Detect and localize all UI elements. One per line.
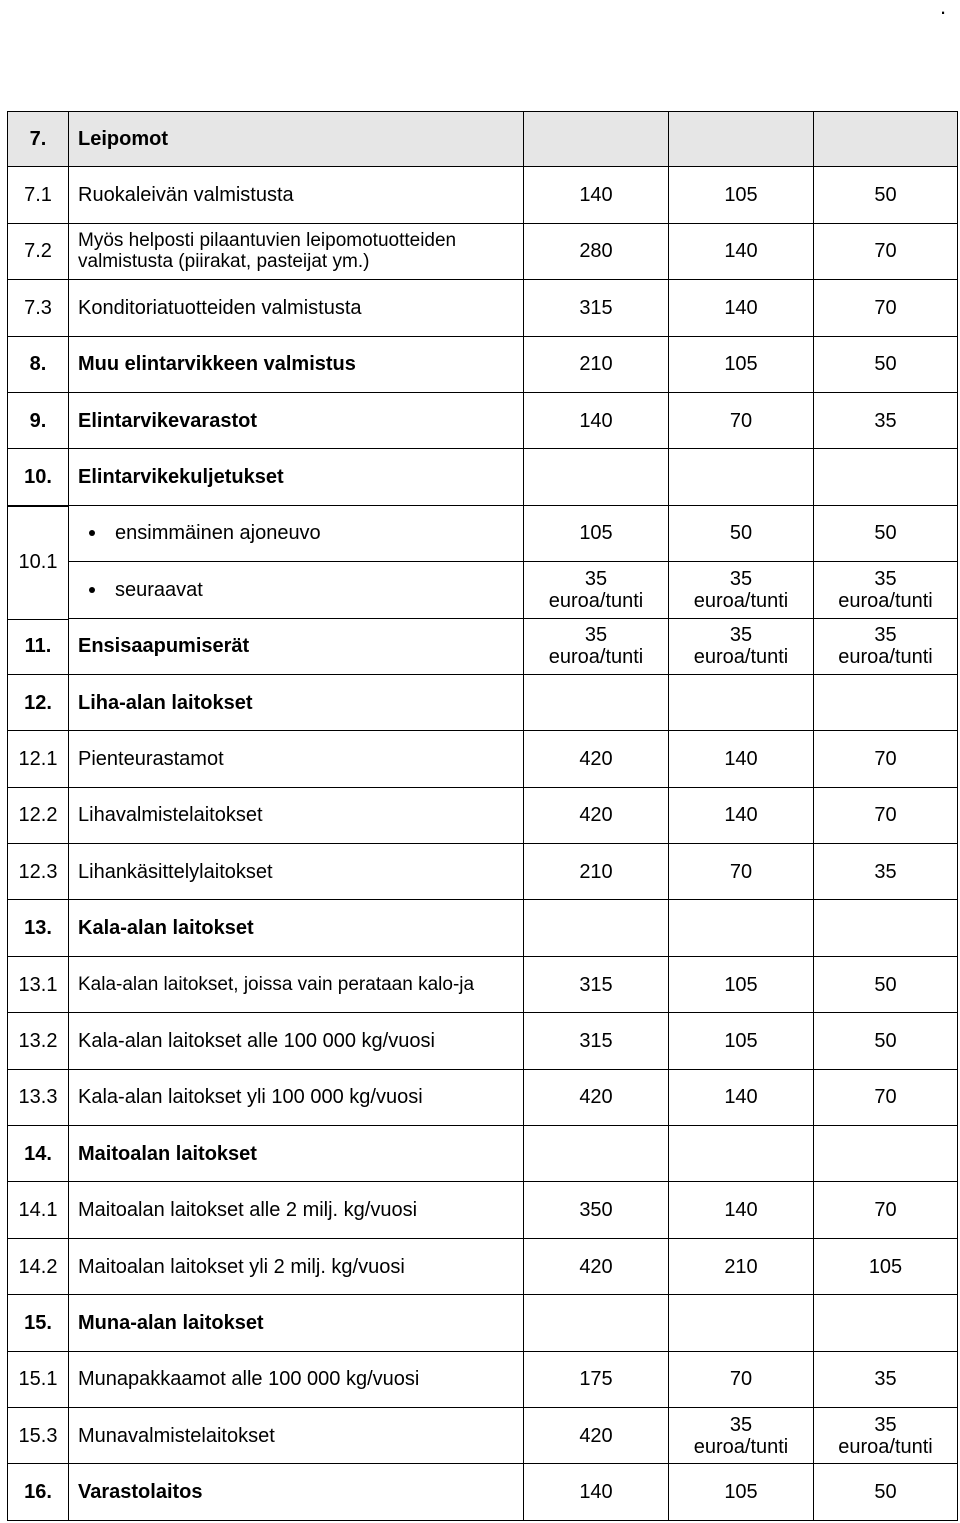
fee-cell: 35: [813, 393, 958, 448]
fee-cell: 140: [523, 167, 668, 222]
fee-cell: 140: [668, 280, 813, 335]
row-description: Varastolaitos: [68, 1464, 523, 1519]
fee-cell: 105: [523, 506, 668, 561]
row-description: seuraavat: [68, 562, 523, 617]
fee-cell: 315: [523, 280, 668, 335]
row-description: Muu elintarvikkeen valmistus: [68, 337, 523, 392]
row-description: Munavalmistelaitokset: [68, 1408, 523, 1463]
fee-cell: [523, 449, 668, 504]
fee-cell: 50: [813, 957, 958, 1012]
fee-cell: 420: [523, 1070, 668, 1125]
fee-cell: 210: [523, 337, 668, 392]
fee-cell: 70: [668, 393, 813, 448]
fee-cell: 105: [668, 1464, 813, 1519]
fee-cell: 70: [813, 1182, 958, 1237]
bullet-icon: [89, 587, 95, 593]
fee-cell: 105: [813, 1239, 958, 1294]
row-description: Ruokaleivän valmistusta: [68, 167, 523, 222]
table-row: [7, 337, 958, 393]
fee-cell: 35 euroa/tunti: [668, 619, 813, 674]
row-number: 10.: [7, 449, 68, 504]
row-number: 12.3: [7, 844, 68, 899]
row-number: 12.1: [7, 731, 68, 786]
table-row: [7, 1464, 958, 1520]
row-description: Myös helposti pilaantuvien leipomotuotteiden valmistusta (piirakat, pasteijat ym.): [68, 224, 523, 279]
table-row: [7, 1070, 958, 1126]
table-row: [7, 788, 958, 844]
fee-cell: [813, 675, 958, 730]
row-number: 12.2: [7, 788, 68, 843]
fee-cell: [668, 900, 813, 955]
fee-cell: 140: [668, 788, 813, 843]
fee-cell: [668, 1126, 813, 1181]
fee-cell: 70: [668, 844, 813, 899]
row-number: 13.: [7, 900, 68, 955]
fee-cell: [523, 900, 668, 955]
fee-cell: 70: [813, 1070, 958, 1125]
fee-cell: 50: [813, 167, 958, 222]
table-row: [7, 506, 958, 562]
row-description: Elintarvikekuljetukset: [68, 449, 523, 504]
table-row: [7, 1408, 958, 1464]
row-description: Maitoalan laitokset: [68, 1126, 523, 1181]
fee-cell: 140: [523, 1464, 668, 1519]
row-description: Kala-alan laitokset: [68, 900, 523, 955]
fee-cell: 140: [523, 393, 668, 448]
row-description: Lihavalmistelaitokset: [68, 788, 523, 843]
row-number: 12.: [7, 675, 68, 730]
fee-cell: 35 euroa/tunti: [813, 1408, 958, 1463]
bullet-icon: [89, 530, 95, 536]
fee-cell: [813, 112, 958, 166]
fee-cell: 50: [813, 1464, 958, 1519]
table-row: [7, 393, 958, 449]
fee-cell: [813, 449, 958, 504]
fee-cell: 140: [668, 1182, 813, 1237]
fee-cell: 420: [523, 731, 668, 786]
table-row: [7, 1352, 958, 1408]
fee-cell: 70: [813, 731, 958, 786]
row-description: Konditoriatuotteiden valmistusta: [68, 280, 523, 335]
table-row: [7, 449, 958, 505]
row-description: Muna-alan laitokset: [68, 1295, 523, 1350]
row-number: 13.3: [7, 1070, 68, 1125]
fee-cell: 35 euroa/tunti: [523, 562, 668, 617]
fee-cell: 70: [813, 788, 958, 843]
table-row: [7, 1013, 958, 1069]
fee-cell: [523, 675, 668, 730]
row-number: 7.2: [7, 224, 68, 279]
fee-cell: 105: [668, 337, 813, 392]
fee-cell: 35 euroa/tunti: [668, 562, 813, 617]
fee-cell: 50: [813, 337, 958, 392]
fee-cell: 105: [668, 957, 813, 1012]
table-row: [7, 280, 958, 336]
fee-cell: [523, 1126, 668, 1181]
table-row: [7, 900, 958, 956]
fee-table: [7, 111, 958, 1521]
fee-cell: 35 euroa/tunti: [813, 562, 958, 617]
fee-cell: 105: [668, 1013, 813, 1068]
fee-cell: 35 euroa/tunti: [523, 619, 668, 674]
fee-cell: 140: [668, 731, 813, 786]
row-number: 8.: [7, 337, 68, 392]
table-row: [7, 1295, 958, 1351]
row-description: Kala-alan laitokset alle 100 000 kg/vuosi: [68, 1013, 523, 1068]
fee-cell: 210: [668, 1239, 813, 1294]
fee-cell: 315: [523, 957, 668, 1012]
fee-cell: [668, 675, 813, 730]
fee-cell: 70: [813, 280, 958, 335]
row-number: 14.1: [7, 1182, 68, 1237]
fee-cell: 420: [523, 1408, 668, 1463]
row-number-merged: 10.1: [7, 506, 69, 620]
table-row: [7, 844, 958, 900]
fee-cell: 210: [523, 844, 668, 899]
row-number: 15.: [7, 1295, 68, 1350]
fee-cell: [668, 449, 813, 504]
fee-cell: 140: [668, 224, 813, 279]
row-description: Kala-alan laitokset yli 100 000 kg/vuosi: [68, 1070, 523, 1125]
row-description: Elintarvikevarastot: [68, 393, 523, 448]
fee-cell: 315: [523, 1013, 668, 1068]
row-number: 15.1: [7, 1352, 68, 1407]
row-number: 7.: [7, 112, 68, 166]
row-description: ensimmäinen ajoneuvo: [68, 506, 523, 561]
table-row: [7, 562, 958, 618]
row-description: Kala-alan laitokset, joissa vain perataan kalo-ja: [68, 957, 523, 1012]
row-number: 14.2: [7, 1239, 68, 1294]
fee-cell: 50: [813, 1013, 958, 1068]
row-description: Ensisaapumiserät: [68, 619, 523, 674]
table-row: [7, 111, 958, 167]
row-number: 9.: [7, 393, 68, 448]
table-row: [7, 1126, 958, 1182]
row-description: Pienteurastamot: [68, 731, 523, 786]
fee-cell: [668, 1295, 813, 1350]
row-description: Lihankäsittelylaitokset: [68, 844, 523, 899]
table-row: [7, 1182, 958, 1238]
fee-cell: 50: [668, 506, 813, 561]
row-description: Munapakkaamot alle 100 000 kg/vuosi: [68, 1352, 523, 1407]
fee-cell: 175: [523, 1352, 668, 1407]
row-number: 16.: [7, 1464, 68, 1519]
table-row: [7, 167, 958, 223]
fee-cell: 35 euroa/tunti: [668, 1408, 813, 1463]
fee-cell: 35 euroa/tunti: [813, 619, 958, 674]
fee-cell: 35: [813, 844, 958, 899]
table-row: [7, 1239, 958, 1295]
fee-cell: [813, 1295, 958, 1350]
page-mark: .: [940, 0, 947, 19]
row-description: Maitoalan laitokset alle 2 milj. kg/vuosi: [68, 1182, 523, 1237]
fee-cell: 70: [668, 1352, 813, 1407]
table-row: [7, 957, 958, 1013]
row-description: Liha-alan laitokset: [68, 675, 523, 730]
row-description: Maitoalan laitokset yli 2 milj. kg/vuosi: [68, 1239, 523, 1294]
row-number: 14.: [7, 1126, 68, 1181]
fee-cell: [523, 112, 668, 166]
fee-cell: 35: [813, 1352, 958, 1407]
row-description: Leipomot: [68, 112, 523, 166]
fee-cell: [813, 900, 958, 955]
table-row: [7, 619, 958, 675]
fee-cell: 420: [523, 1239, 668, 1294]
fee-cell: 420: [523, 788, 668, 843]
row-number: 11.: [7, 619, 68, 674]
fee-cell: [523, 1295, 668, 1350]
fee-cell: 70: [813, 224, 958, 279]
row-number: 13.2: [7, 1013, 68, 1068]
row-number: 7.3: [7, 280, 68, 335]
table-row: [7, 224, 958, 280]
table-row: [7, 731, 958, 787]
fee-cell: 280: [523, 224, 668, 279]
fee-cell: [813, 1126, 958, 1181]
fee-cell: 350: [523, 1182, 668, 1237]
row-number: 13.1: [7, 957, 68, 1012]
row-number: 15.3: [7, 1408, 68, 1463]
table-row: [7, 675, 958, 731]
fee-cell: 140: [668, 1070, 813, 1125]
fee-cell: 105: [668, 167, 813, 222]
fee-cell: 50: [813, 506, 958, 561]
row-number: 7.1: [7, 167, 68, 222]
fee-cell: [668, 112, 813, 166]
